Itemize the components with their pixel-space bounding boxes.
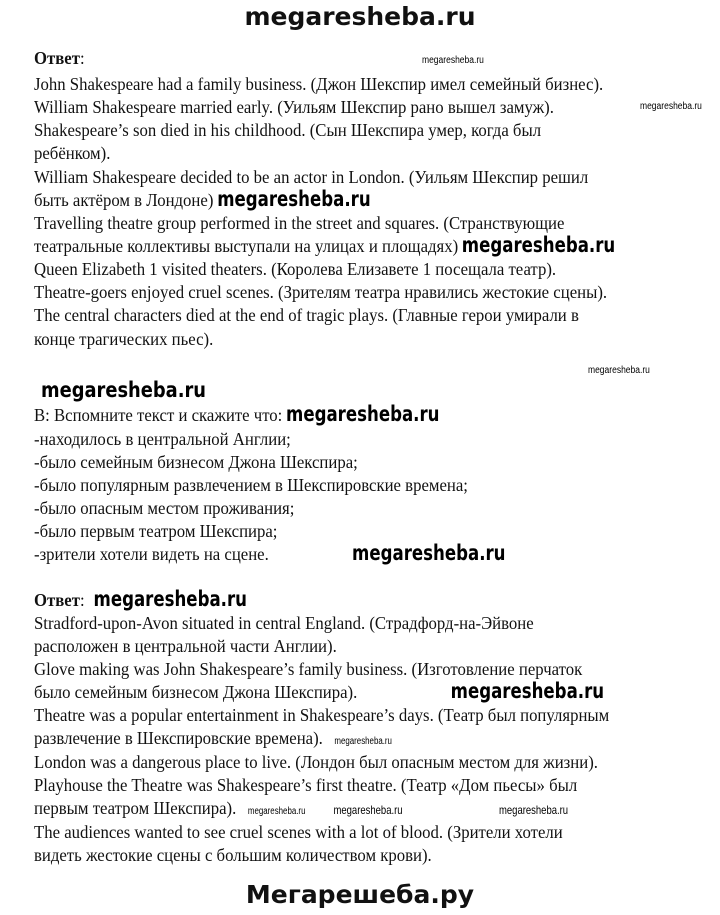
text: быть актёром в Лондоне) xyxy=(34,190,214,210)
site-header-watermark: megaresheba.ru xyxy=(244,2,476,31)
watermark: megaresheba.ru xyxy=(588,365,650,376)
watermark: megaresheba.ru xyxy=(450,679,604,703)
text-line: Queen Elizabeth 1 visited theaters. (Королева Елизавете 1 посещала театр). xyxy=(34,259,557,279)
answer-label: Ответ xyxy=(34,590,80,610)
task-line-with-watermark xyxy=(34,404,467,426)
text: театральные коллективы выступали на улицах и площадях) xyxy=(34,236,459,256)
task-line-with-watermark xyxy=(34,543,533,565)
text-line-with-watermark xyxy=(34,727,402,749)
watermark: megaresheba.ru xyxy=(422,55,484,66)
text-line-with-watermark xyxy=(34,235,642,257)
text-line: Theatre-goers enjoyed cruel scenes. (Зрителям театра нравились жестокие сцены). xyxy=(34,282,608,302)
text-line: Glove making was John Shakespeare’s family business. (Изготовление перчаток xyxy=(34,659,583,679)
answer-heading-1 xyxy=(34,47,85,69)
watermark: megaresheba.ru xyxy=(498,803,568,817)
watermark: megaresheba.ru xyxy=(41,378,206,402)
text-line: Shakespeare’s son died in his childhood. (Сын Шекспира умер, когда был xyxy=(34,120,542,140)
answer-label: Ответ xyxy=(34,48,80,68)
text: развлечение в Шекспировские времена). xyxy=(34,728,323,748)
task-line: -было семейным бизнесом Джона Шекспира; xyxy=(34,452,358,472)
text-line: Playhouse the Theatre was Shakespeare’s first theatre. (Театр «Дом пьесы» был xyxy=(34,775,578,795)
text-line: Theatre was a popular entertainment in Shakespeare’s days. (Театр был популярным xyxy=(34,705,610,725)
task-line: -находилось в центральной Англии; xyxy=(34,429,291,449)
watermark: megaresheba.ru xyxy=(93,587,248,611)
colon: : xyxy=(79,48,85,68)
colon: : xyxy=(79,590,85,610)
text-line: The audiences wanted to see cruel scenes with a lot of blood. (Зрители хотели xyxy=(34,822,563,842)
text-line: ребёнком). xyxy=(34,143,111,163)
text-line-with-watermark xyxy=(34,189,398,211)
task-line: -было первым театром Шекспира; xyxy=(34,521,278,541)
text-line-with-watermarks xyxy=(34,797,580,819)
text: B: Вспомните текст и скажите что: xyxy=(34,405,283,425)
watermark: megaresheba.ru xyxy=(286,402,440,426)
text: было семейным бизнесом Джона Шекспира). xyxy=(34,682,358,702)
text-line: William Shakespeare decided to be an actor in London. (Уильям Шекспир решил xyxy=(34,167,589,187)
task-line: -было популярным развлечением в Шекспировские времена; xyxy=(34,475,468,495)
watermark: megaresheba.ru xyxy=(461,233,616,257)
watermark: megaresheba.ru xyxy=(334,736,392,747)
text-line: конце трагических пьес). xyxy=(34,329,214,349)
answer-heading-2 xyxy=(34,589,274,611)
text-line: London was a dangerous place to live. (Лондон был опасным местом для жизни). xyxy=(34,752,598,772)
watermark: megaresheba.ru xyxy=(333,803,403,817)
text-line: Travelling theatre group performed in the street and squares. (Странствующие xyxy=(34,213,565,233)
task-line: -было опасным местом проживания; xyxy=(34,498,295,518)
watermark: megaresheba.ru xyxy=(247,806,306,817)
text-line: The central characters died at the end of tragic plays. (Главные герои умирали в xyxy=(34,305,579,325)
watermark: megaresheba.ru xyxy=(217,187,371,211)
text: -зрители хотели видеть на сцене. xyxy=(34,544,269,564)
text-line: John Shakespeare had a family business. (Джон Шекспир имел семейный бизнес). xyxy=(34,74,604,94)
site-footer-watermark: Мегарешеба.ру xyxy=(245,880,475,909)
text: первым театром Шекспира). xyxy=(34,798,237,818)
text-line: видеть жестокие сцены с большим количеством крови). xyxy=(34,845,432,865)
watermark: megaresheba.ru xyxy=(640,101,702,112)
text-line: Stradford-upon-Avon situated in central England. (Страдфорд-на-Эйвоне xyxy=(34,613,534,633)
text-line: William Shakespeare married early. (Уильям Шекспир рано вышел замуж). xyxy=(34,97,554,117)
text-line: расположен в центральной части Англии). xyxy=(34,636,337,656)
text-line-with-watermark xyxy=(34,681,631,703)
watermark: megaresheba.ru xyxy=(352,541,506,565)
